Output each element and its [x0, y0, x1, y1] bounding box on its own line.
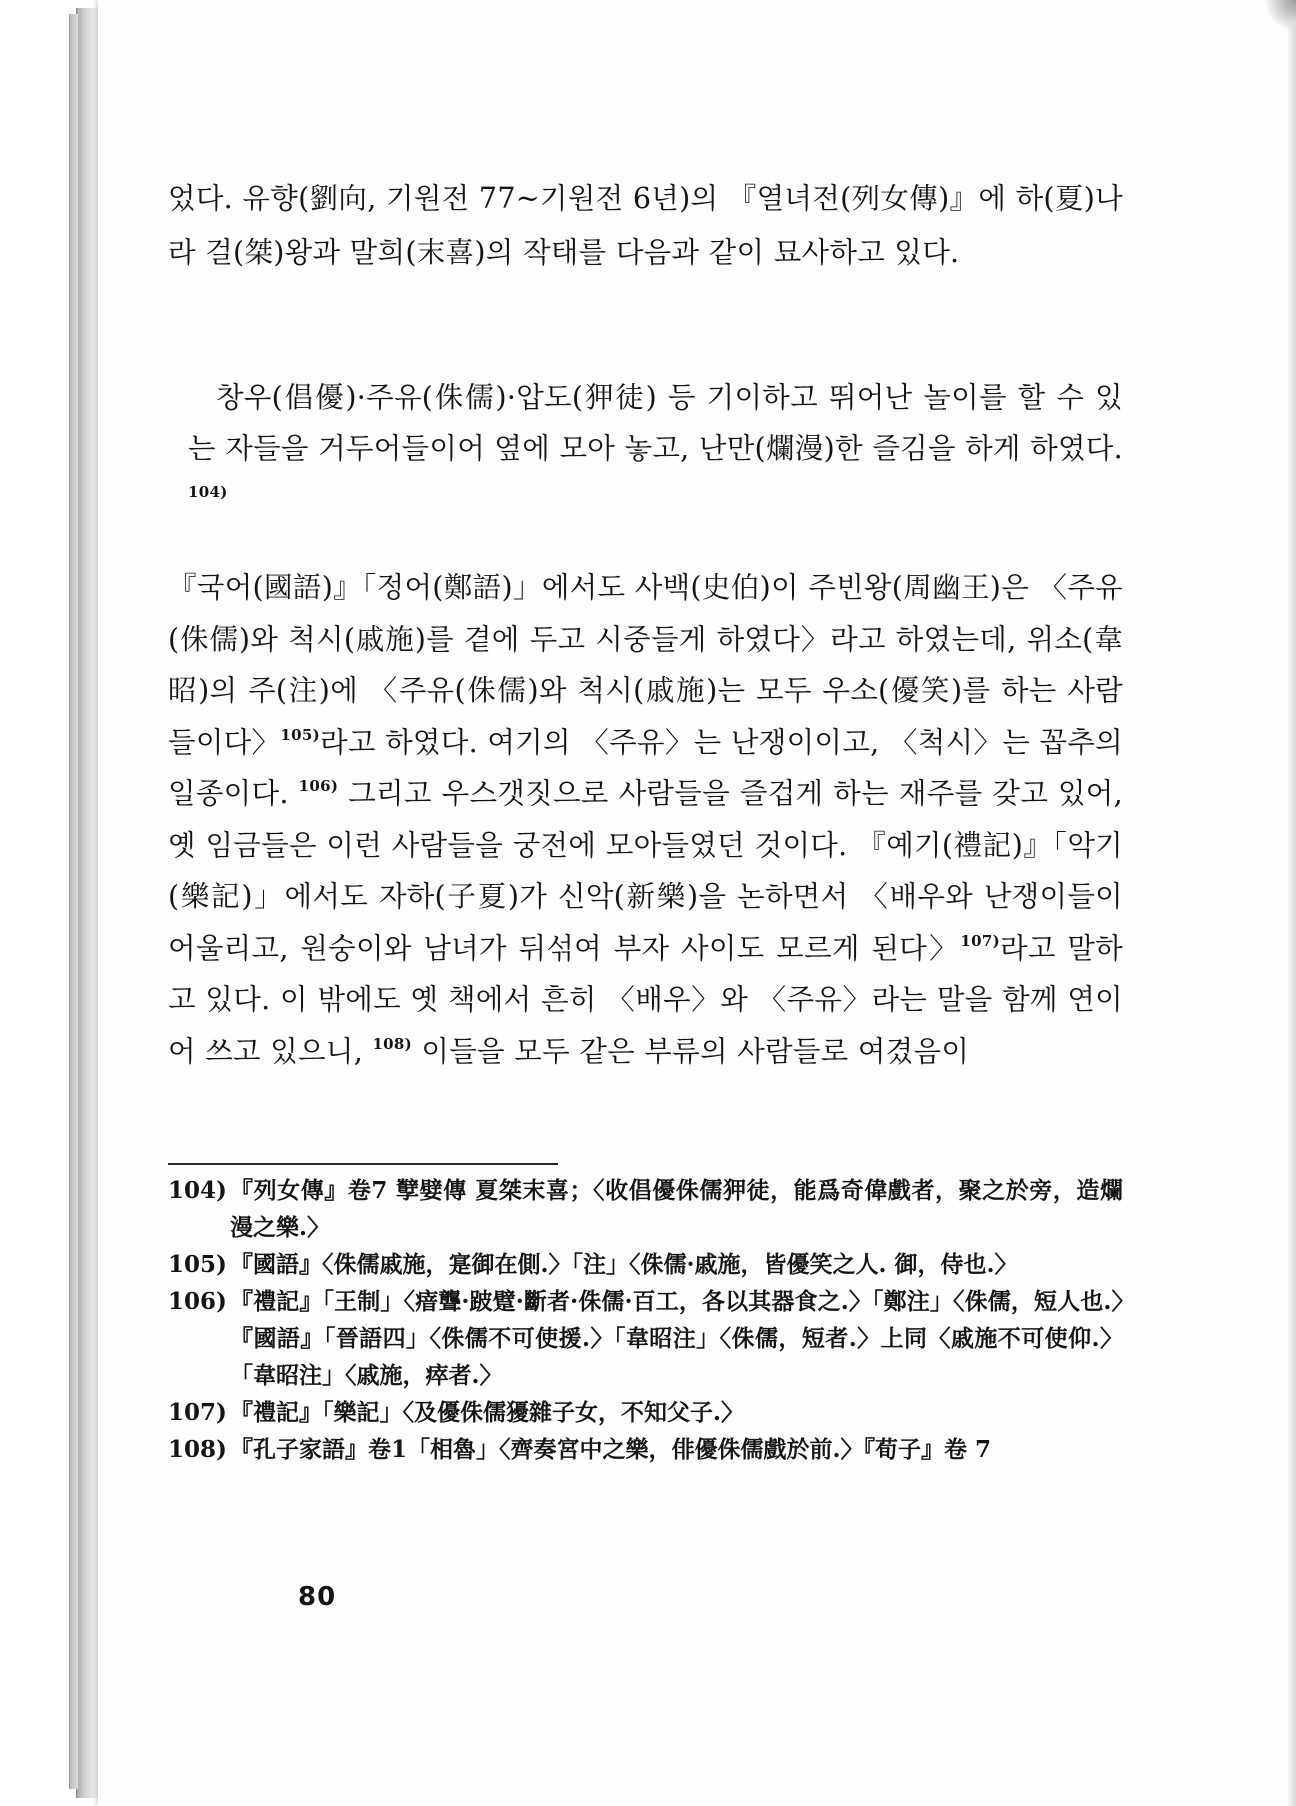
intro-paragraph — [168, 172, 1123, 280]
page-corner-shadow — [1266, 0, 1296, 30]
footnote-number: 104) — [168, 1177, 227, 1204]
footnote-number: 105) — [168, 1251, 227, 1278]
footnote-ref-105: 105) — [280, 725, 321, 744]
footnote-text: 『國語』〈侏儒戚施，寔御在側.〉「注」〈侏儒·戚施，皆優笑之人. 御，侍也.〉 — [230, 1251, 1018, 1278]
main-text-part-1: 『국어(國語)』「정어(鄭語)」에서도 사백(史伯)이 주빈왕(周幽王)은 〈주유(侏儒)와 척시(戚施)를 곁에 두고 시중들게 하였다〉라고 하였는데, 위소(韋昭)의 주(注)에 〈주유(侏儒)와 척시(戚施)는 모두 우소(優笑)를 하는 사람들이다〉 — [168, 571, 1123, 759]
quote-paragraph — [188, 372, 1123, 525]
footnote-text: 『列女傳』卷7 孼嬖傳 夏桀末喜；〈收倡優侏儒狎徒，能爲奇偉戲者，聚之於旁，造爛漫之樂.〉 — [230, 1177, 1123, 1241]
main-text-part-2: 라고 하였다. 여기의 〈주유〉는 난쟁이이고, 〈척시〉는 꼽추의 일종이다. — [168, 725, 1124, 810]
footnote-106 — [168, 1283, 1123, 1394]
page-number: 80 — [298, 1582, 337, 1612]
footnote-105 — [168, 1246, 1123, 1283]
main-paragraph-text — [168, 562, 1123, 1077]
footnote-text: 『禮記』「王制」〈瘖聾·跛躄·斷者·侏儒·百工，各以其器食之.〉「鄭注」〈侏儒，短人也.〉『國語』「晉語四」〈侏儒不可使援.〉「韋昭注」〈侏儒，短者.〉上同〈戚施不可使仰.〉「韋昭注」〈戚施，瘁者.〉 — [230, 1288, 1123, 1389]
footnote-number: 107) — [168, 1399, 227, 1426]
footnote-104 — [168, 1172, 1123, 1246]
footnote-number: 106) — [168, 1288, 227, 1315]
book-page-stack — [76, 8, 99, 1798]
main-paragraph — [168, 562, 1123, 1077]
footnotes-section — [168, 1172, 1123, 1468]
footnote-divider — [168, 1163, 558, 1165]
footnote-ref-104: 104) — [188, 483, 228, 501]
main-text-part-5: 이들을 모두 같은 부류의 사람들로 여겼음이 — [412, 1034, 970, 1068]
block-quote — [188, 372, 1123, 525]
footnote-ref-106: 106) — [298, 777, 339, 795]
intro-text: 었다. 유향(劉向, 기원전 77~기원전 6년)의 『열녀전(列女傳)』에 하(夏)나라 걸(桀)왕과 말희(末喜)의 작태를 다음과 같이 묘사하고 있다. — [168, 182, 1123, 269]
footnote-ref-107: 107) — [960, 931, 1000, 950]
main-text-part-3: 그리고 우스갯짓으로 사람들을 즐겁게 하는 재주를 갖고 있어, 옛 임금들은 이런 사람들을 궁전에 모아들였던 것이다. 『예기(禮記)』「악기(樂記)」에서도 자하(子夏)가 신악(新樂)을 논하면서 〈배우와 난쟁이들이 어울리고, 원숭이와 남녀가 뒤섞여 부자 사이도 모르게 된다〉 — [168, 777, 1123, 965]
main-text-part-4: 라고 말하고 있다. 이 밖에도 옛 책에서 흔히 〈배우〉와 〈주유〉라는 말을 함께 연이어 쓰고 있으니, — [168, 931, 1123, 1068]
footnote-text: 『孔子家語』卷1「相魯」〈齊奏宮中之樂，俳優侏儒戲於前.〉『荀子』卷 7 — [230, 1436, 992, 1463]
quote-text: 창우(倡優)·주유(侏儒)·압도(狎徒) 등 기이하고 뛰어난 놀이를 할 수 있는 자들을 거두어들이어 옆에 모아 놓고, 난만(爛漫)한 즐김을 하게 하였다. — [188, 381, 1123, 465]
page-edge — [1288, 0, 1296, 1806]
footnote-text: 『禮記』「樂記」〈及優侏儒獶雜子女，不知父子.〉 — [230, 1399, 745, 1426]
footnote-108 — [168, 1431, 1123, 1468]
footnote-107 — [168, 1394, 1123, 1431]
footnote-number: 108) — [168, 1436, 227, 1463]
footnote-ref-108: 108) — [372, 1034, 413, 1053]
